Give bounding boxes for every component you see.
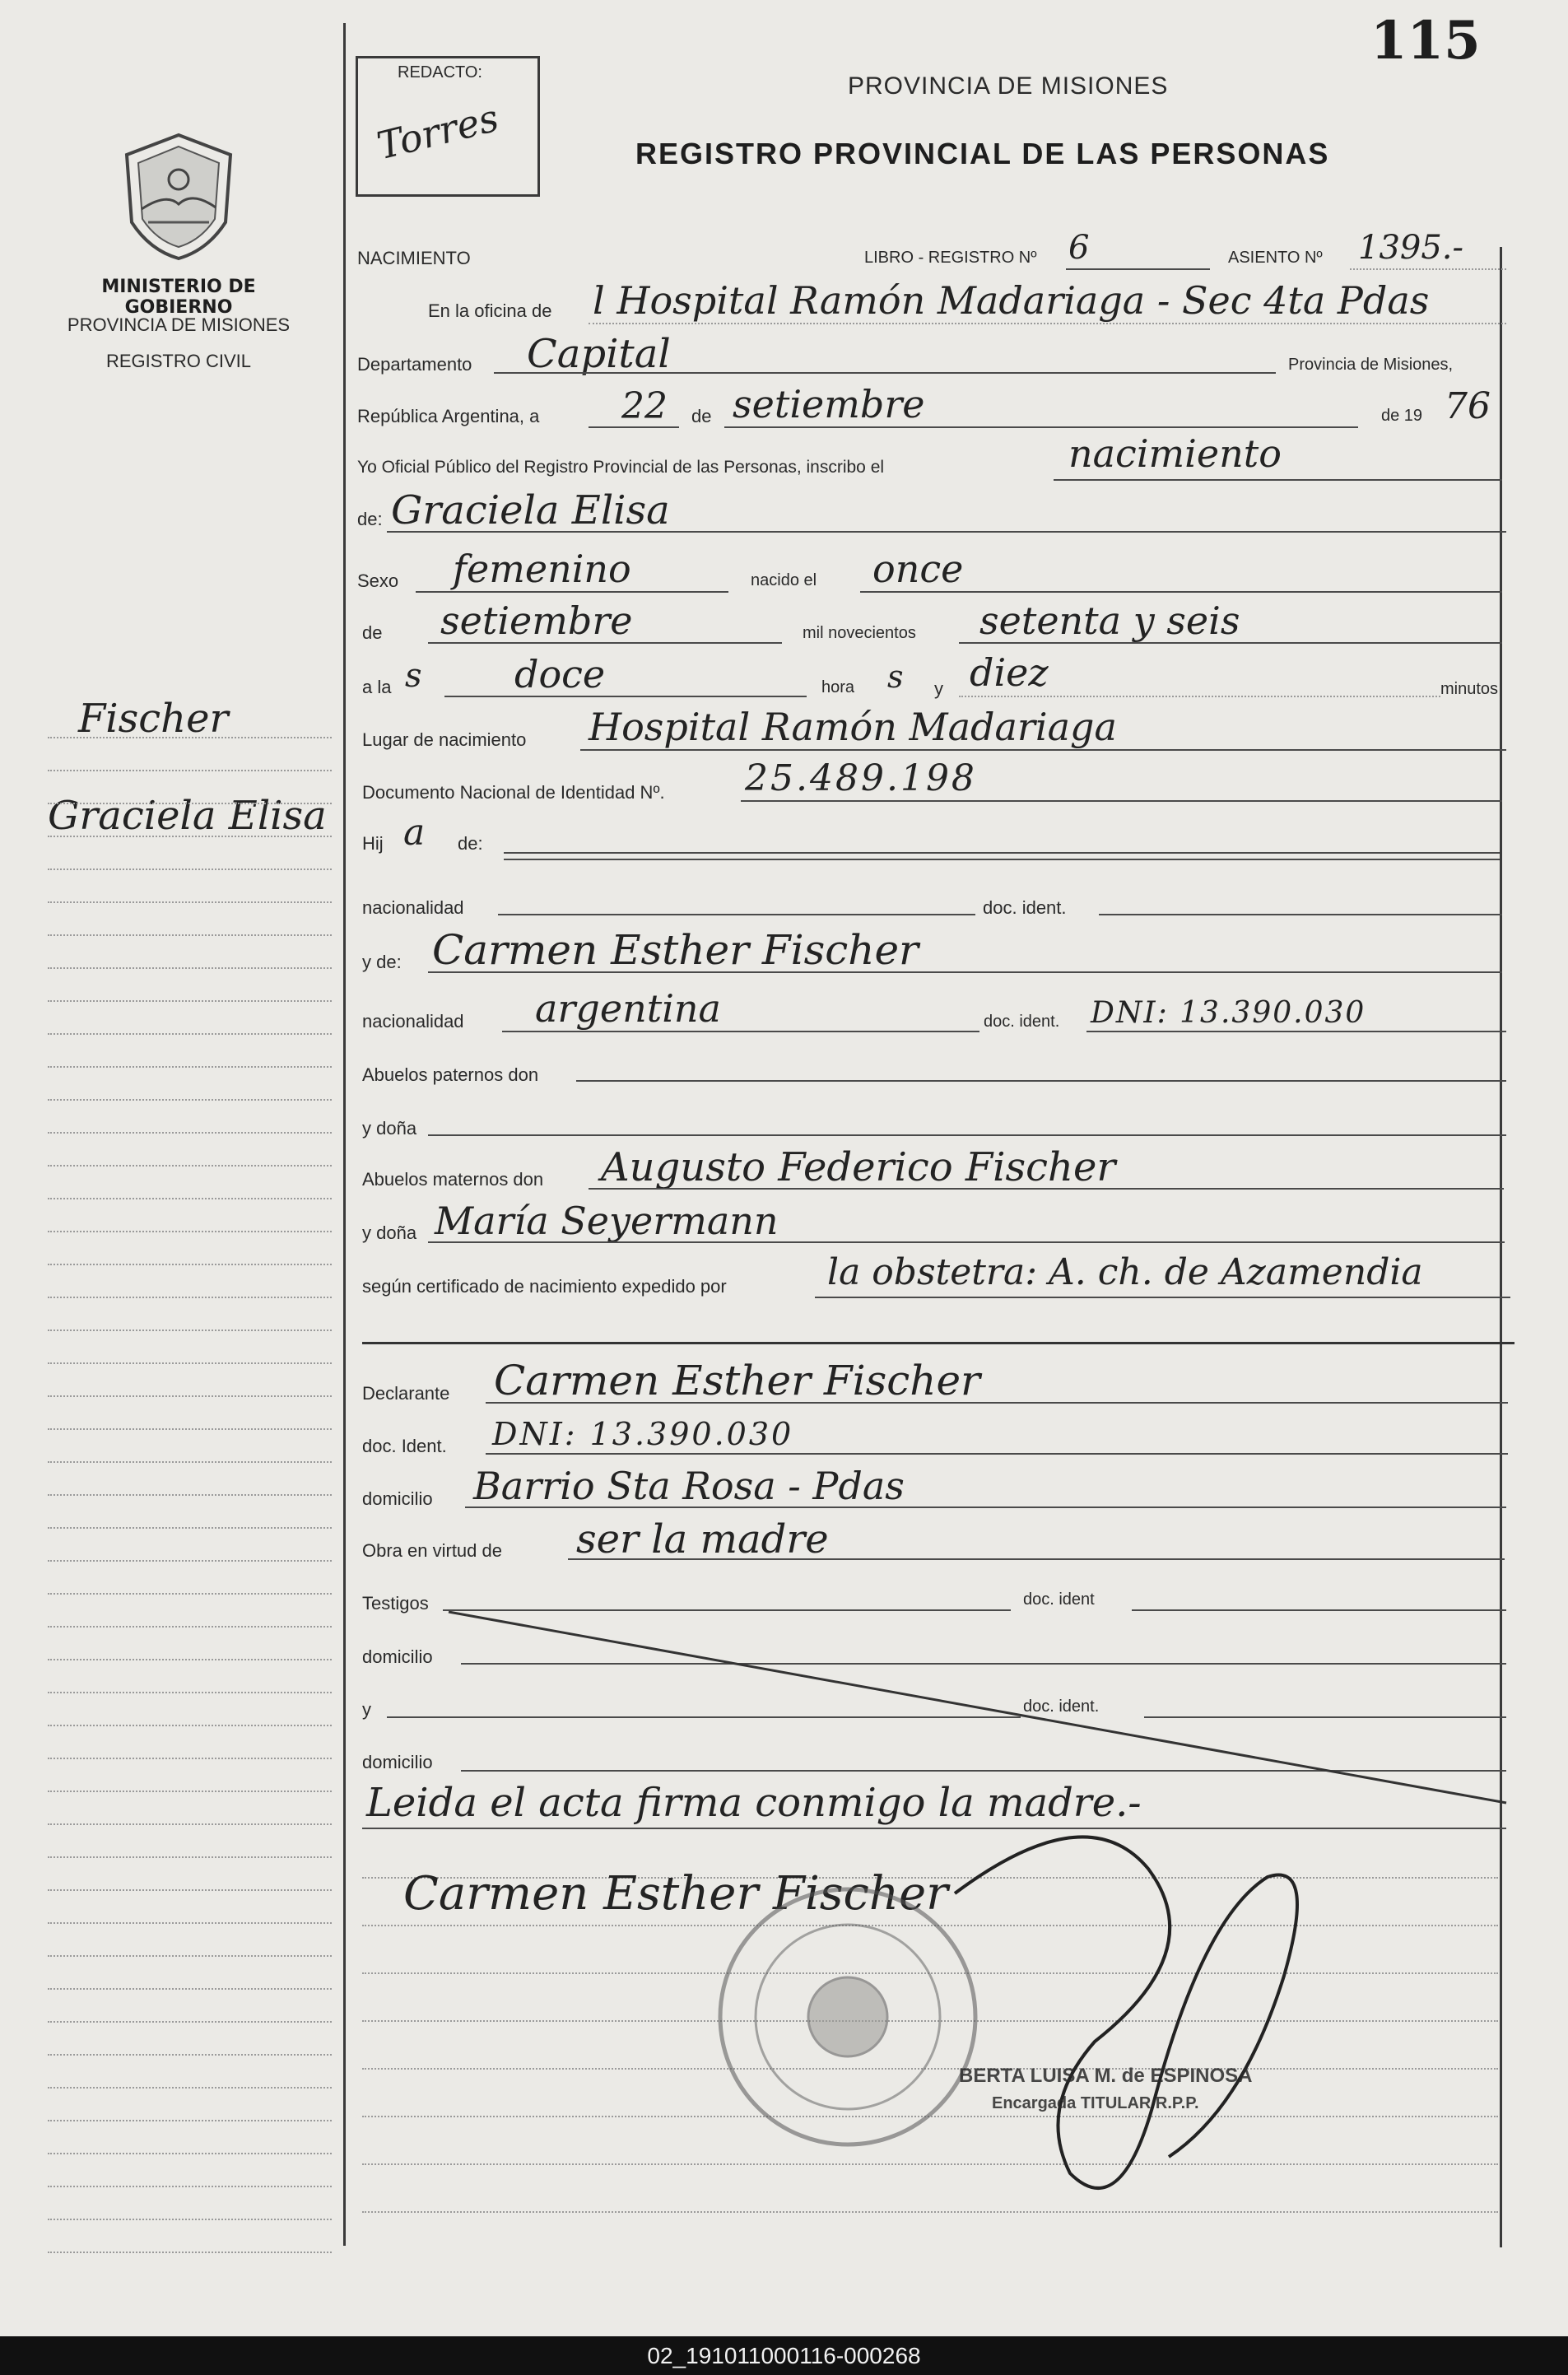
mes-value: setiembre	[733, 382, 925, 426]
de19-label: de 19	[1381, 407, 1423, 425]
y-de-label: y de:	[362, 952, 402, 972]
obra-value: ser la madre	[576, 1516, 829, 1562]
registry-title: REGISTRO PROVINCIAL DE LAS PERSONAS	[635, 137, 1330, 170]
inscribo-value: nacimiento	[1068, 431, 1282, 476]
oficial-text: Yo Oficial Público del Registro Provincial de las Personas, inscribo el	[357, 458, 885, 477]
oficina-value: l Hospital Ramón Madariaga - Sec 4ta Pdas	[593, 278, 1430, 323]
republica-label: República Argentina, a	[357, 406, 540, 426]
domicilio-value: Barrio Sta Rosa - Pdas	[473, 1464, 905, 1508]
nacionalidad-label: nacionalidad	[362, 897, 464, 918]
dia-value: 22	[621, 385, 668, 427]
leida-text: Leida el acta firma conmigo la madre.-	[366, 1780, 1142, 1826]
de-label: de	[691, 406, 712, 426]
firma-madre: Carmen Esther Fischer	[403, 1867, 948, 1921]
doc-madre-value: DNI: 13.390.030	[1091, 996, 1366, 1030]
hij-de-label: de:	[458, 833, 483, 854]
y-dona-label: y doña	[362, 1118, 417, 1139]
doc-declarante-value: DNI: 13.390.030	[492, 1416, 794, 1452]
ala-label: a la	[362, 677, 392, 697]
stamp-name: BERTA LUISA M. de ESPINOSA	[959, 2065, 1253, 2087]
hij-label: Hij	[362, 833, 384, 854]
hora-value: doce	[514, 652, 606, 696]
libro-value: 6	[1068, 229, 1090, 267]
y-label-2: y	[362, 1699, 371, 1720]
stamp-title: Encargada TITULAR R.P.P.	[992, 2094, 1199, 2112]
hora-suffix: s	[887, 659, 904, 695]
ministry-province: PROVINCIA DE MISIONES	[67, 314, 291, 335]
declarante-label: Declarante	[362, 1383, 450, 1404]
doc-ident-label: doc. ident.	[983, 897, 1067, 918]
certificado-value: la obstetra: A. ch. de Azamendia	[827, 1251, 1423, 1293]
redacto-label: REDACTO:	[398, 63, 482, 81]
nombre-value: Graciela Elisa	[391, 487, 670, 533]
y-label: y	[934, 678, 943, 699]
abuela-materna-value: María Seyermann	[435, 1199, 779, 1243]
asiento-label: ASIENTO Nº	[1228, 249, 1323, 267]
anio-nac-value: setenta y seis	[979, 598, 1240, 643]
doc-ident-label-4: doc. ident	[1023, 1590, 1095, 1609]
anio-value: 76	[1445, 385, 1491, 427]
domicilio-label-2: domicilio	[362, 1646, 433, 1667]
abuelos-paternos-label: Abuelos paternos don	[362, 1064, 539, 1085]
documento-value: 25.489.198	[745, 757, 977, 799]
domicilio-label: domicilio	[362, 1488, 433, 1509]
oficina-label: En la oficina de	[428, 300, 552, 321]
record-type-label: NACIMIENTO	[357, 248, 471, 268]
libro-label: LIBRO - REGISTRO Nº	[864, 249, 1037, 267]
mes-nac-value: setiembre	[440, 598, 633, 643]
documento-label: Documento Nacional de Identidad Nº.	[362, 782, 665, 803]
domicilio-label-3: domicilio	[362, 1752, 433, 1772]
y-dona-label-2: y doña	[362, 1222, 417, 1243]
madre-value: Carmen Esther Fischer	[432, 926, 919, 974]
nacionalidad-label-2: nacionalidad	[362, 1011, 464, 1031]
doc-ident-label-5: doc. ident.	[1023, 1697, 1100, 1716]
asiento-value: 1395.-	[1358, 229, 1464, 267]
lugar-label: Lugar de nacimiento	[362, 729, 527, 750]
obra-label: Obra en virtud de	[362, 1540, 502, 1561]
sexo-label: Sexo	[357, 570, 399, 591]
declarante-value: Carmen Esther Fischer	[494, 1357, 980, 1404]
minutos-label: minutos	[1440, 680, 1499, 698]
margin-given-names: Graciela Elisa	[48, 793, 327, 839]
doc-ident-label-2: doc. ident.	[984, 1013, 1060, 1031]
ala-value: s	[405, 657, 422, 695]
minutos-value: diez	[970, 650, 1049, 695]
abuelo-materno-value: Augusto Federico Fischer	[601, 1144, 1116, 1190]
image-id-footer: 02_191011000116-000268	[0, 2336, 1568, 2375]
page-number: 115	[1370, 10, 1481, 72]
lugar-value: Hospital Ramón Madariaga	[589, 705, 1117, 749]
official-seal-icon	[720, 1889, 975, 2144]
provincia-suffix: Provincia de Misiones,	[1288, 356, 1454, 374]
hij-value: a	[403, 812, 426, 854]
de-colon-label: de:	[357, 509, 383, 529]
ministry-registro: REGISTRO CIVIL	[105, 351, 252, 371]
ministry-title: MINISTERIO DE GOBIERNO	[101, 277, 256, 318]
margin-surname: Fischer	[78, 696, 229, 742]
nacido-value: once	[872, 547, 964, 591]
departamento-value: Capital	[527, 331, 671, 377]
de-label-2: de	[362, 622, 383, 643]
certificado-label: según certificado de nacimiento expedido por	[362, 1276, 727, 1297]
hora-label: hora	[821, 678, 855, 696]
nacido-label: nacido el	[751, 571, 817, 589]
nacionalidad-madre-value: argentina	[535, 986, 721, 1031]
province-title: PROVINCIA DE MISIONES	[848, 72, 1169, 100]
redacto-value: Torres	[372, 95, 503, 169]
sexo-value: femenino	[453, 547, 631, 591]
mil-label: mil novecientos	[803, 624, 916, 642]
abuelos-maternos-label: Abuelos maternos don	[362, 1169, 544, 1190]
doc-ident-label-3: doc. Ident.	[362, 1436, 447, 1456]
departamento-label: Departamento	[357, 354, 472, 375]
testigos-label: Testigos	[362, 1593, 429, 1614]
